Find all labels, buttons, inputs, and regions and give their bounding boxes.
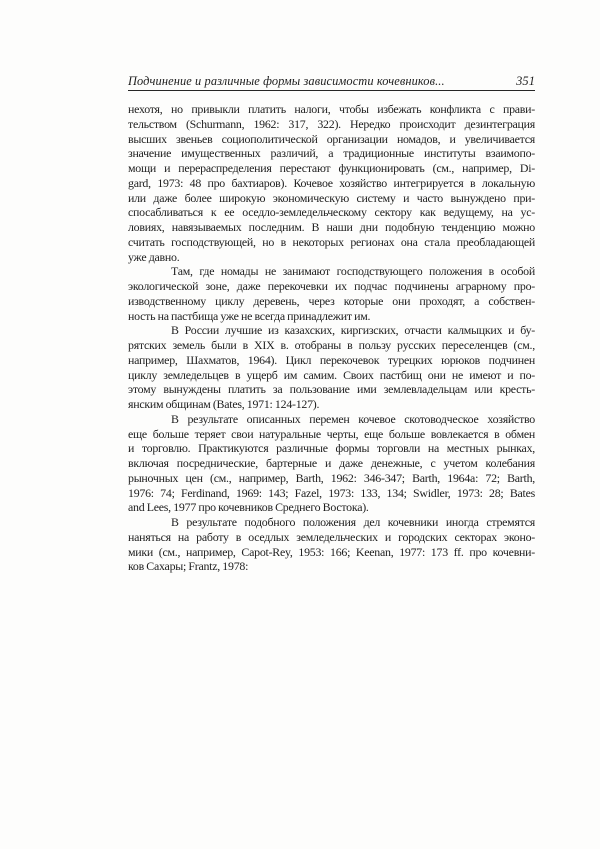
text-line: тельством (Schurmann, 1962: 317, 322). Нередко происходит дезинтеграция: [128, 116, 535, 131]
text-line: В результате описанных перемен кочевое скотоводческое хозяйство: [171, 411, 535, 426]
text-line: экологической зоне, даже перекочевки их подчас подчинены аграрному про-: [128, 279, 535, 293]
text-line: высших звеньев социополитической организации номадов, и увеличивается: [128, 131, 535, 146]
text-line: рыночных цен (см., например, Barth, 1962: 346-347; Barth, 1964a: 72; Barth,: [128, 470, 535, 485]
text-line: Там, где номады не занимают господствующего положения в особой: [171, 264, 535, 279]
running-title: Подчинение и различные формы зависимости кочевников...: [128, 74, 445, 88]
text-line: ков Сахары; Frantz, 1978:: [128, 559, 249, 574]
text-line: уже давно.: [128, 249, 180, 264]
text-line: and Lees, 1977 про кочевников Среднего Востока).: [128, 500, 369, 515]
text-line: В результате подобного положения дел кочевники иногда стремятся: [171, 515, 535, 529]
text-line: янским общинам (Bates, 1971: 124-127).: [128, 397, 320, 411]
text-line: значение имущественных различий, а традиционные институты взаимопо-: [128, 146, 535, 161]
text-line: мики (см., например, Capot-Rey, 1953: 166; Keenan, 1977: 173 ff. про кочевни-: [128, 544, 535, 559]
text-line: или даже более широкую экономическую систему и часто вынуждено при-: [128, 190, 535, 205]
text-line: еще больше теряет свои натуральные черты, еще больше вовлекается в обмен: [128, 426, 535, 441]
text-line: циклу земледельцев в ущерб им самим. Своих пастбищ они не имеют и по-: [128, 367, 535, 382]
text-line: и торговлю. Практикуются различные формы торговли на местных рынках,: [128, 441, 535, 456]
text-line: нехотя, но привыкли платить налоги, чтобы избежать конфликта с прави-: [128, 102, 535, 116]
text-line: gard, 1973: 48 про бахтиаров). Кочевое хозяйство интегрируется в локальную: [128, 175, 535, 190]
page-body-text: [128, 102, 535, 574]
text-line: этому вынуждены платить за пользование ими землевладельцам или кресть-: [128, 382, 535, 397]
running-header: [128, 74, 535, 91]
text-line: В России лучшие из казахских, киргизских, отчасти калмыцких и бу-: [171, 323, 535, 338]
page-number: 351: [516, 74, 535, 88]
text-line: спосабливаться к ее оседло-земледельческому сектору как ведущему, на ус-: [128, 205, 535, 220]
text-line: считать господствующей, но в некоторых регионах она стала преобладающей: [128, 234, 535, 249]
text-line: ловиях, навязываемых последним. В наши дни подобную тенденцию можно: [128, 220, 535, 234]
text-line: включая посреднические, бартерные и даже денежные, с учетом колебания: [128, 456, 535, 470]
text-line: 1976: 74; Ferdinand, 1969: 143; Fazel, 1973: 133, 134; Swidler, 1973: 28; Bates: [128, 485, 535, 500]
text-line: изводственному циклу деревень, через которые они проходят, а собствен-: [128, 293, 535, 308]
text-line: наняться на работу в оседлых земледельческих и городских секторах эконо-: [128, 529, 535, 544]
text-line: мощи и перераспределения перестают функционировать (см., например, Di-: [128, 161, 535, 175]
text-line: рятских земель были в XIX в. отобраны в пользу русских переселенцев (см.,: [128, 338, 535, 352]
text-line: например, Шахматов, 1964). Цикл перекочевок турецких юрюков подчинен: [128, 352, 535, 367]
text-line: ность на пастбища уже не всегда принадлежит им.: [128, 308, 371, 323]
